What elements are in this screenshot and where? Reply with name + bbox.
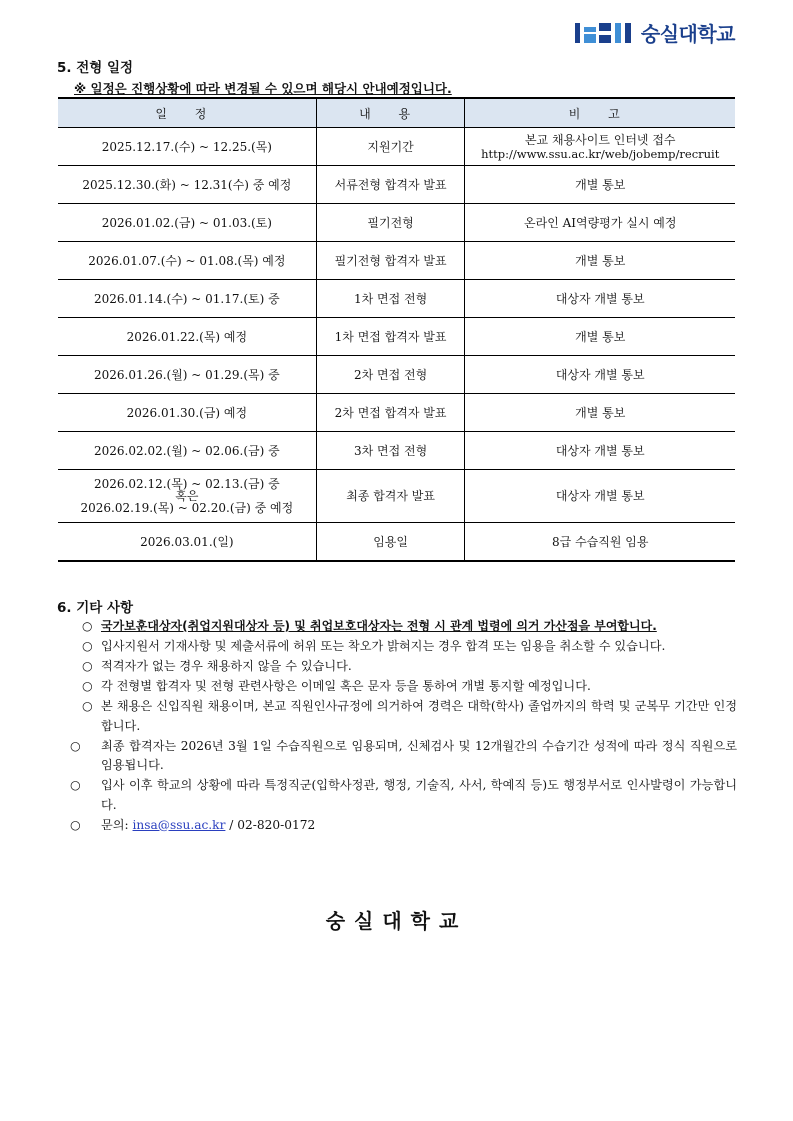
list-item-text: 최종 합격자는 2026년 3월 1일 수습직원으로 임용되며, 신체검사 및 12개월간의 수습기간 성적에 따라 정식 직원으로 임용됩니다. [101, 738, 737, 772]
contact-item [70, 816, 737, 836]
list-item-text: 본 채용은 신입직원 채용이며, 본교 직원인사규정에 의거하여 경력은 대학(학사) 졸업까지의 학력 및 군복무 기간만 인정합니다. [101, 699, 737, 733]
table-row [58, 280, 735, 318]
list-item [82, 637, 737, 657]
row-remark: 대상자 개별 통보 [465, 280, 735, 318]
list-item-text: 입사 이후 학교의 상황에 따라 특정직군(입학사정관, 행정, 기술직, 사서, 학예직 등)도 행정부서로 인사발령이 가능합니다. [101, 778, 737, 812]
list-item-text: 입사지원서 기재사항 및 제출서류에 허위 또는 착오가 밝혀지는 경우 합격 또는 임용을 취소할 수 있습니다. [101, 639, 666, 653]
date-line-3: 2026.02.19.(목) ~ 02.20.(금) 중 예정 [80, 501, 294, 515]
col-header-content: 내 용 [316, 98, 465, 128]
col-header-remark: 비 고 [465, 98, 735, 128]
section-6-title: 6. 기타 사항 [57, 600, 134, 616]
row-content: 2차 면접 전형 [316, 356, 465, 394]
contact-phone: / 02-820-0172 [225, 817, 316, 832]
circle-bullet-icon: ○ [70, 817, 81, 832]
contact-email-link[interactable]: insa@ssu.ac.kr [132, 817, 226, 832]
circle-bullet-icon: ○ [82, 639, 93, 653]
row-remark: 8급 수습직원 임용 [465, 523, 735, 562]
list-item [82, 617, 737, 637]
row-date: 2025.12.17.(수) ~ 12.25.(목) [58, 128, 316, 166]
table-row [58, 318, 735, 356]
row-date: 2026.01.02.(금) ~ 01.03.(토) [58, 204, 316, 242]
list-item [70, 737, 737, 776]
row-content: 2차 면접 합격자 발표 [316, 394, 465, 432]
table-row [58, 394, 735, 432]
recruit-url: http://www.ssu.ac.kr/web/jobemp/recruit [481, 146, 720, 161]
row-remark: 대상자 개별 통보 [465, 432, 735, 470]
row-content: 지원기간 [316, 128, 465, 166]
circle-bullet-icon: ○ [82, 679, 93, 693]
logo-text: 숭실대학교 [640, 22, 735, 46]
row-content: 3차 면접 전형 [316, 432, 465, 470]
date-line-2: 혹은 [175, 489, 199, 503]
circle-bullet-icon: ○ [70, 738, 81, 753]
row-content: 서류전형 합격자 발표 [316, 166, 465, 204]
table-row [58, 356, 735, 394]
other-notes-list [70, 617, 737, 836]
remark-line: 본교 채용사이트 인터넷 접수 [524, 132, 676, 147]
table-row [58, 204, 735, 242]
row-content: 필기전형 [316, 204, 465, 242]
row-date: 2026.02.02.(월) ~ 02.06.(금) 중 [58, 432, 316, 470]
row-content: 1차 면접 전형 [316, 280, 465, 318]
row-remark: 온라인 AI역량평가 실시 예정 [465, 204, 735, 242]
row-content: 임용일 [316, 523, 465, 562]
circle-bullet-icon: ○ [70, 778, 81, 792]
table-header-row [58, 98, 735, 128]
circle-bullet-icon: ○ [82, 619, 93, 633]
row-date: 2026.01.07.(수) ~ 01.08.(목) 예정 [58, 242, 316, 280]
footer-org-name: 숭실대학교 [325, 909, 468, 933]
row-date: 2026.01.30.(금) 예정 [58, 394, 316, 432]
col-header-date: 일 정 [58, 98, 316, 128]
university-logo [575, 18, 735, 47]
list-item [82, 657, 737, 677]
table-row [58, 242, 735, 280]
row-content: 1차 면접 합격자 발표 [316, 318, 465, 356]
row-date: 2026.01.22.(목) 예정 [58, 318, 316, 356]
table-row [58, 128, 735, 166]
schedule-note: ※ 일정은 진행상황에 따라 변경될 수 있으며 해당시 안내예정입니다. [74, 81, 452, 96]
table-row [58, 432, 735, 470]
list-item [82, 677, 737, 697]
list-item [70, 776, 737, 815]
row-date [58, 470, 316, 523]
row-remark: 개별 통보 [465, 318, 735, 356]
circle-bullet-icon: ○ [82, 659, 93, 673]
row-remark: 대상자 개별 통보 [465, 356, 735, 394]
row-remark [465, 128, 735, 166]
row-remark: 대상자 개별 통보 [465, 470, 735, 523]
row-content: 최종 합격자 발표 [316, 470, 465, 523]
list-item-text: 각 전형별 합격자 및 전형 관련사항은 이메일 혹은 문자 등을 통하여 개별 통지할 예정입니다. [101, 679, 591, 693]
row-date: 2026.01.14.(수) ~ 01.17.(토) 중 [58, 280, 316, 318]
row-date: 2025.12.30.(화) ~ 12.31(수) 중 예정 [58, 166, 316, 204]
table-row [58, 470, 735, 523]
list-item [82, 697, 737, 736]
table-row [58, 166, 735, 204]
table-row [58, 523, 735, 562]
list-item-text: 적격자가 없는 경우 채용하지 않을 수 있습니다. [101, 659, 352, 673]
list-item-text: 국가보훈대상자(취업지원대상자 등) 및 취업보호대상자는 전형 시 관계 법령에 의거 가산점을 부여합니다. [101, 619, 657, 633]
row-remark: 개별 통보 [465, 394, 735, 432]
ssu-emblem-icon [575, 21, 635, 45]
row-content: 필기전형 합격자 발표 [316, 242, 465, 280]
schedule-table [58, 97, 735, 562]
row-remark: 개별 통보 [465, 242, 735, 280]
circle-bullet-icon: ○ [82, 699, 93, 713]
row-date: 2026.03.01.(일) [58, 523, 316, 562]
date-line-1: 2026.02.12.(목) ~ 02.13.(금) 중 [94, 477, 280, 491]
row-date: 2026.01.26.(월) ~ 01.29.(목) 중 [58, 356, 316, 394]
section-5-title: 5. 전형 일정 [57, 60, 134, 76]
row-remark: 개별 통보 [465, 166, 735, 204]
contact-label: 문의: [101, 817, 133, 832]
